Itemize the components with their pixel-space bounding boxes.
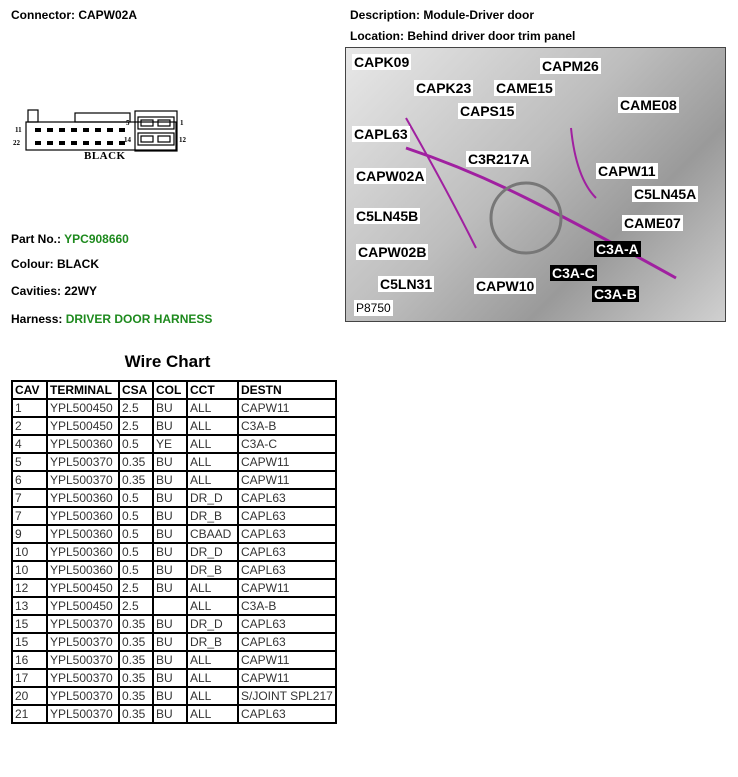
table-cell: C3A-B (238, 417, 336, 435)
table-row (12, 561, 336, 579)
photo-ref: P8750 (356, 301, 391, 315)
table-cell: 2.5 (119, 417, 153, 435)
photo-label: CAME07 (624, 215, 681, 231)
table-cell: BU (153, 633, 187, 651)
table-cell: ALL (187, 471, 238, 489)
pin-label: 12 (179, 136, 186, 144)
table-cell: S/JOINT SPL217 (238, 687, 336, 705)
table-cell: YPL500360 (47, 507, 119, 525)
table-cell: 20 (12, 687, 47, 705)
wire-chart-title: Wire Chart (124, 352, 211, 371)
table-cell: 2.5 (119, 597, 153, 615)
table-row (12, 543, 336, 561)
table-cell: DR_B (187, 561, 238, 579)
photo-label: C5LN45B (356, 208, 419, 224)
table-cell: CAPL63 (238, 525, 336, 543)
photo-label: CAPK23 (416, 80, 472, 96)
table-cell: CAPL63 (238, 543, 336, 561)
cavities: Cavities: 22WY (11, 284, 98, 298)
table-cell: 7 (12, 507, 47, 525)
photo-label: CAPW11 (598, 163, 656, 179)
table-cell: ALL (187, 399, 238, 417)
photo-label: CAPL63 (354, 126, 408, 142)
table-cell: 0.5 (119, 561, 153, 579)
table-row (12, 435, 336, 453)
table-cell: 0.35 (119, 471, 153, 489)
column-header: DESTN (238, 381, 336, 399)
pin-label: 1 (180, 119, 184, 127)
table-cell: 16 (12, 651, 47, 669)
table-cell: YPL500370 (47, 615, 119, 633)
table-cell: 0.35 (119, 453, 153, 471)
table-cell: 0.35 (119, 615, 153, 633)
harness: Harness: DRIVER DOOR HARNESS (11, 312, 213, 326)
table-cell: 0.5 (119, 543, 153, 561)
table-cell: DR_D (187, 615, 238, 633)
table-cell: 7 (12, 489, 47, 507)
location: Location: Behind driver door trim panel (350, 29, 576, 43)
table-cell: DR_B (187, 507, 238, 525)
table-row (12, 687, 336, 705)
table-row (12, 507, 336, 525)
table-cell: 5 (12, 453, 47, 471)
pin-label: 14 (124, 136, 131, 144)
table-cell: 0.5 (119, 525, 153, 543)
photo-label: CAPW02A (356, 168, 425, 184)
photo-label: C3A-A (596, 241, 639, 257)
photo-label: CAPM26 (542, 58, 599, 74)
table-cell: 2 (12, 417, 47, 435)
table-cell: BU (153, 687, 187, 705)
table-cell: 12 (12, 579, 47, 597)
table-row (12, 471, 336, 489)
table-cell: YPL500360 (47, 525, 119, 543)
table-cell: CAPL63 (238, 705, 336, 723)
pin-label: 5 (126, 119, 130, 127)
table-cell: ALL (187, 705, 238, 723)
table-cell: YPL500370 (47, 705, 119, 723)
pin-label: 22 (13, 139, 20, 147)
table-cell: CAPW11 (238, 471, 336, 489)
table-row (12, 579, 336, 597)
table-cell: 0.35 (119, 705, 153, 723)
table-cell: 2.5 (119, 399, 153, 417)
table-cell: CAPW11 (238, 399, 336, 417)
table-cell: CBAAD (187, 525, 238, 543)
table-cell (153, 597, 187, 615)
table-cell: BU (153, 543, 187, 561)
table-cell: YPL500360 (47, 561, 119, 579)
table-row (12, 597, 336, 615)
table-cell: 6 (12, 471, 47, 489)
table-row (12, 651, 336, 669)
table-cell: 17 (12, 669, 47, 687)
column-header: COL (153, 381, 187, 399)
table-cell: BU (153, 399, 187, 417)
photo-label: CAPK09 (354, 54, 410, 70)
table-cell: YPL500370 (47, 633, 119, 651)
table-cell: 0.5 (119, 435, 153, 453)
table-cell: BU (153, 525, 187, 543)
part-no: Part No.: YPC908660 (11, 232, 129, 246)
table-cell: 9 (12, 525, 47, 543)
door-location-photo (345, 47, 726, 322)
table-cell: 0.5 (119, 507, 153, 525)
table-cell: 0.5 (119, 489, 153, 507)
table-cell: BU (153, 417, 187, 435)
photo-label: C3A-B (594, 286, 637, 302)
table-cell: CAPW11 (238, 669, 336, 687)
connector-drawing (10, 105, 190, 153)
column-header: CSA (119, 381, 153, 399)
table-cell: 15 (12, 615, 47, 633)
table-cell: DR_D (187, 543, 238, 561)
table-row (12, 705, 336, 723)
table-header (12, 381, 336, 399)
table-cell: YPL500450 (47, 417, 119, 435)
photo-label: C3R217A (468, 151, 530, 167)
table-cell: BU (153, 453, 187, 471)
table-cell: 0.35 (119, 651, 153, 669)
table-cell: 1 (12, 399, 47, 417)
column-header: TERMINAL (47, 381, 119, 399)
table-cell: YPL500360 (47, 435, 119, 453)
table-cell: ALL (187, 669, 238, 687)
table-row (12, 633, 336, 651)
table-cell: BU (153, 615, 187, 633)
table-cell: BU (153, 651, 187, 669)
photo-label: C3A-C (552, 265, 595, 281)
table-cell: 13 (12, 597, 47, 615)
table-row (12, 669, 336, 687)
table-row (12, 417, 336, 435)
photo-label: CAPW10 (476, 278, 535, 294)
table-cell: CAPL63 (238, 507, 336, 525)
table-cell: 0.35 (119, 687, 153, 705)
table-cell: ALL (187, 651, 238, 669)
table-cell: BU (153, 579, 187, 597)
table-cell: YPL500370 (47, 669, 119, 687)
photo-label: CAME08 (620, 97, 677, 113)
table-row (12, 525, 336, 543)
table-cell: CAPL63 (238, 489, 336, 507)
table-cell: CAPW11 (238, 651, 336, 669)
table-cell: CAPW11 (238, 579, 336, 597)
table-cell: CAPL63 (238, 633, 336, 651)
table-cell: ALL (187, 417, 238, 435)
connector-name: Connector: CAPW02A (11, 8, 138, 22)
table-cell: ALL (187, 687, 238, 705)
table-cell: 10 (12, 561, 47, 579)
table-cell: BU (153, 669, 187, 687)
table-cell: YPL500370 (47, 453, 119, 471)
table-cell: BU (153, 489, 187, 507)
table-row (12, 399, 336, 417)
table-cell: YPL500370 (47, 651, 119, 669)
table-cell: DR_D (187, 489, 238, 507)
pin-label: 11 (15, 126, 22, 134)
table-cell: YPL500450 (47, 579, 119, 597)
table-cell: C3A-C (238, 435, 336, 453)
table-cell: 21 (12, 705, 47, 723)
table-cell: ALL (187, 435, 238, 453)
table-cell: ALL (187, 597, 238, 615)
table-cell: YE (153, 435, 187, 453)
table-cell: YPL500360 (47, 489, 119, 507)
description: Description: Module-Driver door (350, 8, 535, 22)
column-header: CAV (12, 381, 47, 399)
table-cell: 0.35 (119, 669, 153, 687)
table-cell: YPL500450 (47, 597, 119, 615)
table-cell: BU (153, 705, 187, 723)
table-cell: DR_B (187, 633, 238, 651)
table-cell: YPL500450 (47, 399, 119, 417)
table-cell: YPL500370 (47, 471, 119, 489)
column-header: CCT (187, 381, 238, 399)
table-cell: 4 (12, 435, 47, 453)
table-cell: YPL500370 (47, 687, 119, 705)
table-cell: CAPL63 (238, 615, 336, 633)
photo-label: CAPS15 (460, 103, 515, 119)
table-cell: ALL (187, 453, 238, 471)
table-cell: BU (153, 471, 187, 489)
photo-label: C5LN45A (634, 186, 697, 202)
table-cell: 2.5 (119, 579, 153, 597)
table-row (12, 489, 336, 507)
wire-chart-table (11, 380, 337, 724)
photo-label: C5LN31 (380, 276, 433, 292)
table-cell: 15 (12, 633, 47, 651)
colour-label: BLACK (84, 150, 126, 162)
photo-label: CAME15 (496, 80, 553, 96)
table-cell: BU (153, 561, 187, 579)
photo-label: CAPW02B (358, 244, 427, 260)
table-cell: CAPW11 (238, 453, 336, 471)
colour: Colour: BLACK (11, 257, 99, 271)
table-cell: 0.35 (119, 633, 153, 651)
table-cell: CAPL63 (238, 561, 336, 579)
table-cell: YPL500360 (47, 543, 119, 561)
table-cell: C3A-B (238, 597, 336, 615)
table-row (12, 453, 336, 471)
table-cell: ALL (187, 579, 238, 597)
table-cell: BU (153, 507, 187, 525)
table-cell: 10 (12, 543, 47, 561)
table-row (12, 615, 336, 633)
